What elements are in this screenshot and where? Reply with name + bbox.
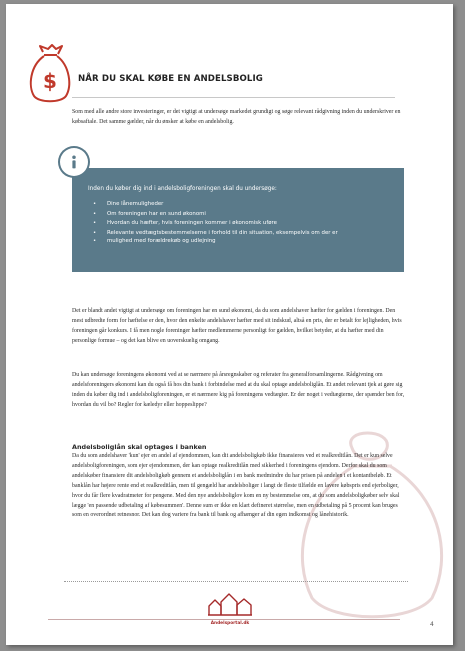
houses-logo-icon bbox=[207, 590, 253, 616]
info-box bbox=[72, 168, 404, 272]
info-box-list bbox=[88, 200, 388, 247]
page-heading: NÅR DU SKAL KØBE EN ANDELSBOLIG bbox=[78, 74, 263, 84]
info-glyph-icon bbox=[66, 154, 82, 170]
paragraph-bylaws: Du kan undersøge foreningens økonomi ved at se nærmere på årsregnskaber og referater fra generalforsamlingerne. Rådgivning om andelsforeningers økonomi kan du også få hos din bank i forbindelse med at du skal optage andelsboliglån. Et andet relevant tjek at gøre sig inden du køber dig ind i andelsboligforeningen, er et nærmere kig på foreningens vedtægter. Er der noget i vedtægterne, der spænder ben for, hvordan du vil bo? Regler for kæledyr eller hoppeslippe? bbox=[72, 372, 405, 408]
info-icon bbox=[60, 148, 88, 176]
heading-divider bbox=[72, 97, 395, 98]
info-box-title: Inden du køber dig ind i andelsboligforeningen skal du undersøge: bbox=[88, 186, 277, 192]
page-number: 4 bbox=[430, 621, 434, 628]
info-list-item: • mulighed med forældrekøb og udlejning bbox=[88, 237, 388, 247]
paragraph-economy: Det er blandt andet vigtigt at undersøge om foreningen har en sund økonomi, da du som andelshaver hæfter for gælden i foreningen. Den mest udbredte form for hæftelse er den, hvor den enkelte andelshaver hæfter med sit indskud, altså en pris, der er betalt for lejligheden, hvis foreningen går konkurs. I få men nogle foreninger hæfter medlemmerne personligt for gælden, hvilket betyder, at du hæfter med din personlige formue – og det kan blive en uoverskuelig omgang. bbox=[72, 308, 402, 344]
logo-text[interactable]: Andelsportal.dk bbox=[210, 621, 250, 626]
footer-divider bbox=[48, 619, 400, 620]
info-list-item: • Hvordan du hæfter, hvis foreningen kommer i økonomisk uføre bbox=[88, 219, 388, 229]
money-bag-icon bbox=[28, 44, 72, 104]
paragraph-bank-loan: Da du som andelshaver 'kun' ejer en andel af ejendommen, kan dit andelsboligkøb ikke finansieres ved et realkreditlån. Det er kun selve andelsboligforeningen, som ejer ejendommen, der kan optage realkreditlån med sikkerhed i foreningens ejendom. Derfor skal du som andelskøber finansiere dit andelsboligkøb gennem et andelsboliglån i en bank medmindre du har prisen på andelen i et kontantbeløb. Et banklån har højere rente end et realkreditlån, men til gengæld har andelsboliger i langt de fleste tilfælde en lavere købspris end ejerboliger, hvor du får flere kvadratmeter for pengene. Med den nye andelsboliglov kom en ny bestemmelse om, at du som andelsboligkøber selv skal lægge 'en passende udbetaling af købesummen'. Denne sum er ikke en klart defineret størrelse, men en udbetaling på 5 procent kan bruges som en overordnet retnesnor. Det kan dog variere fra bank til bank og afhænger af din egen indkomst og lånehistorik. bbox=[72, 453, 400, 519]
info-list-item: • Relevante vedtægtsbestemmelserne i forhold til din situation, eksempelvis om der er bbox=[88, 229, 388, 239]
info-list-item: • Dine lånemuligheder bbox=[88, 200, 388, 210]
subheading-bank-loan: Andelsboliglån skal optages i banken bbox=[72, 443, 207, 451]
document-page bbox=[6, 4, 453, 645]
dotted-divider bbox=[64, 581, 408, 582]
info-list-item: • Om foreningen har en sund økonomi bbox=[88, 210, 388, 220]
intro-paragraph: Som med alle andre store investeringer, er det vigtigt at undersøge markedet grundigt og søge relevant rådgivning inden du underskriver en købsaftale. Det samme gælder, når du ønsker at købe en andelsbolig. bbox=[72, 109, 401, 125]
svg-text:$: $ bbox=[43, 69, 57, 93]
